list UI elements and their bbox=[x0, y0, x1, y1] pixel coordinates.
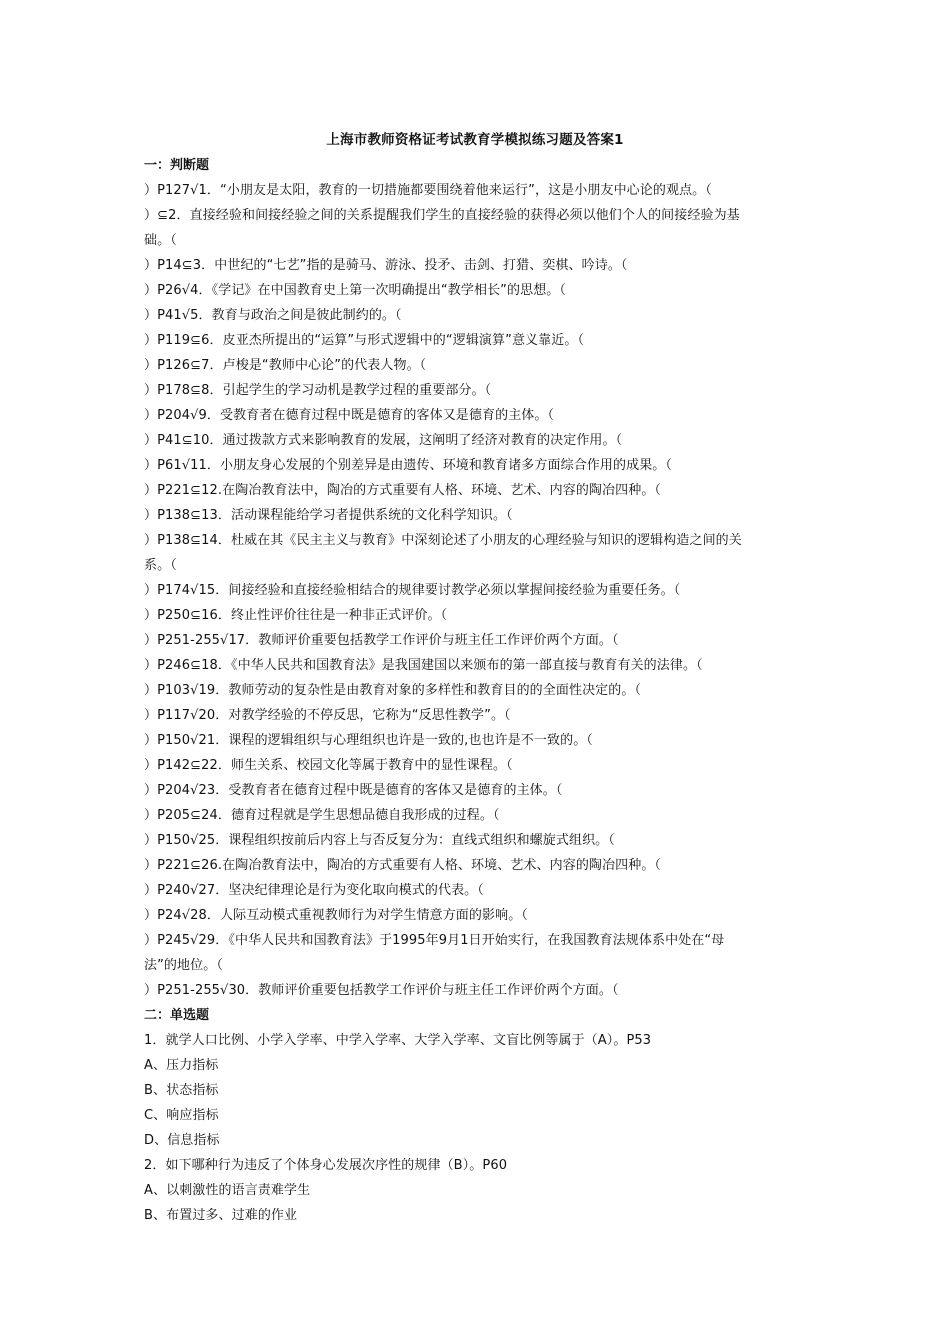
text-line: ）P240√27．坚决纪律理论是行为变化取向模式的代表。（ bbox=[144, 883, 484, 898]
text-line: 2．如下哪种行为违反了个体身心发展次序性的规律（B）。P60 bbox=[144, 1158, 508, 1173]
text-line: 1．就学人口比例、小学入学率、中学入学率、大学入学率、文盲比例等属于（A）。P53 bbox=[144, 1033, 652, 1048]
text-line: 系。（ bbox=[144, 558, 177, 573]
text-line: ）P61√11．小朋友身心发展的个别差异是由遗传、环境和教育诸多方面综合作用的成果。（ bbox=[144, 458, 673, 473]
text-line: A、以刺激性的语言责难学生 bbox=[144, 1183, 311, 1198]
text-line: ）P250⊆16．终止性评价往往是一种非正式评价。（ bbox=[144, 608, 448, 623]
document-page bbox=[144, 128, 806, 1228]
text-line: ）P41√5．教育与政治之间是彼此制约的。（ bbox=[144, 308, 402, 323]
document-title: 上海市教师资格证考试教育学模拟练习题及答案1 bbox=[326, 132, 624, 148]
text-line: ）P251-255√17．教师评价重要包括教学工作评价与班主任工作评价两个方面。（ bbox=[144, 633, 619, 648]
text-line: ）P24√28．人际互动模式重视教师行为对学生情意方面的影响。（ bbox=[144, 908, 528, 923]
text-line: ）P178⊆8．引起学生的学习动机是教学过程的重要部分。（ bbox=[144, 383, 492, 398]
text-line: ）P138⊆14．杜威在其《民主主义与教育》中深刻论述了小朋友的心理经验与知识的逻辑构造之间的关 bbox=[144, 533, 742, 548]
text-line: ）P204√9．受教育者在德育过程中既是德育的客体又是德育的主体。（ bbox=[144, 408, 555, 423]
text-line: B、状态指标 bbox=[144, 1083, 219, 1098]
text-line: ）P103√19．教师劳动的复杂性是由教育对象的多样性和教育目的的全面性决定的。（ bbox=[144, 683, 642, 698]
text-line: ）P245√29．《中华人民共和国教育法》于1995年9月1日开始实行，在我国教育法规体系中处在“母 bbox=[144, 933, 725, 948]
true-false-questions bbox=[144, 178, 806, 1003]
text-line: D、信息指标 bbox=[144, 1133, 220, 1148]
text-line: ）P150√21．课程的逻辑组织与心理组织也许是一致的,也也许是不一致的。（ bbox=[144, 733, 593, 748]
text-line: ）P221⊆26.在陶冶教育法中，陶冶的方式重要有人格、环境、艺术、内容的陶冶四种。（ bbox=[144, 858, 662, 873]
text-line: 础。（ bbox=[144, 233, 177, 248]
text-line: ）P221⊆12.在陶冶教育法中，陶冶的方式重要有人格、环境、艺术、内容的陶冶四种。（ bbox=[144, 483, 662, 498]
text-line: ）P150√25．课程组织按前后内容上与否反复分为：直线式组织和螺旋式组织。（ bbox=[144, 833, 615, 848]
text-line: ）P142⊆22．师生关系、校园文化等属于教育中的显性课程。（ bbox=[144, 758, 513, 773]
text-line: ）P174√15．间接经验和直接经验相结合的规律要讨教学必须以掌握间接经验为重要任务。（ bbox=[144, 583, 681, 598]
text-line: C、响应指标 bbox=[144, 1108, 219, 1123]
text-line: ）P205⊆24．德育过程就是学生思想品德自我形成的过程。（ bbox=[144, 808, 500, 823]
single-choice-questions bbox=[144, 1028, 806, 1228]
text-line: ）P127√1．“小朋友是太阳，教育的一切措施都要围绕着他来运行”，这是小朋友中心论的观点。（ bbox=[144, 183, 712, 198]
section-heading-single-choice: 二：单选题 bbox=[144, 1008, 210, 1023]
text-line: ）P119⊆6．皮亚杰所提出的“运算”与形式逻辑中的“逻辑演算”意义靠近。（ bbox=[144, 333, 585, 348]
text-line: ）P126⊆7．卢梭是“教师中心论”的代表人物。（ bbox=[144, 358, 427, 373]
text-line: ）P41⊆10．通过拨款方式来影响教育的发展，这阐明了经济对教育的决定作用。（ bbox=[144, 433, 623, 448]
text-line: ）P246⊆18．《中华人民共和国教育法》是我国建国以来颁布的第一部直接与教育有关的法律。（ bbox=[144, 658, 703, 673]
text-line: ）P251-255√30．教师评价重要包括教学工作评价与班主任工作评价两个方面。（ bbox=[144, 983, 619, 998]
section-heading-true-false: 一：判断题 bbox=[144, 158, 210, 173]
text-line: ）P14⊆3．中世纪的“七艺”指的是骑马、游泳、投矛、击剑、打猎、奕棋、吟诗。（ bbox=[144, 258, 628, 273]
text-line: ）P117√20．对教学经验的不停反思，它称为“反思性教学”。（ bbox=[144, 708, 511, 723]
text-line: ）P204√23．受教育者在德育过程中既是德育的客体又是德育的主体。（ bbox=[144, 783, 563, 798]
text-line: ）⊆2．直接经验和间接经验之间的关系提醒我们学生的直接经验的获得必须以他们个人的间接经验为基 bbox=[144, 208, 740, 223]
text-line: ）P138⊆13．活动课程能给学习者提供系统的文化科学知识。（ bbox=[144, 508, 513, 523]
text-line: A、压力指标 bbox=[144, 1058, 219, 1073]
text-line: ）P26√4．《学记》在中国教育史上第一次明确提出“教学相长”的思想。（ bbox=[144, 283, 567, 298]
text-line: 法”的地位。（ bbox=[144, 958, 223, 973]
text-line: B、布置过多、过难的作业 bbox=[144, 1208, 298, 1223]
